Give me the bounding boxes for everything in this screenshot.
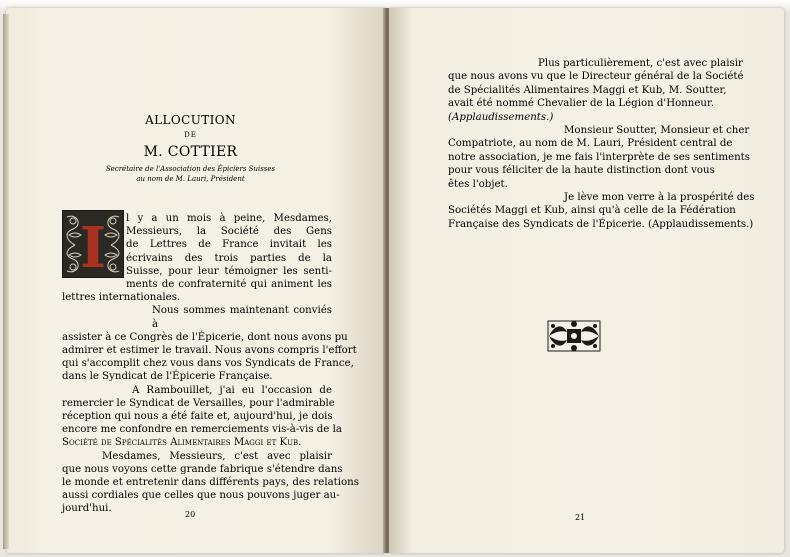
text-line: écrivains des trois parties de la [126,252,332,264]
text-line: remercier le Syndicat de Versailles, pour l'admirable [62,397,335,409]
text-line: assister à ce Congrès de l'Épicerie, dont nous avons pu [62,331,348,343]
text-line: Mesdames, Messieurs, c'est avec plaisir [102,450,332,462]
speaker-role-line2: au nom de M. Lauri, Président [136,175,245,183]
text-line: ments de confraternité qui animent les [126,279,332,291]
text-line: aussi cordiales que celles que nous pouvons juger au- [62,490,340,502]
text-line: Nous sommes maintenant conviés à [152,305,332,330]
text-line: lettres internationales. [62,292,181,304]
left-body-text [62,212,359,516]
floral-ornament-icon [545,318,603,354]
text-line: Sociétés Maggi et Kub, ainsi qu'à celle de la Fédération [448,205,736,217]
drop-cap-letter: I [79,215,107,277]
text-line: Compatriote, au nom de M. Lauri, Président central de [448,138,733,150]
text-line: que nous voyons cette grande fabrique s'étendre dans [62,463,343,475]
text-line: jourd'hui. [62,503,112,515]
text-line: de Spécialités Alimentaires Maggi et Kub, M. Soutter, [448,84,727,96]
speech-title: ALLOCUTION [145,113,236,127]
page-number-left: 20 [185,510,196,519]
text-line: êtes l'objet. [448,178,508,190]
right-body-text [448,57,755,231]
text-line: Je lève mon verre à la prospérité des [564,192,755,204]
text-line: de Lettres de France invitait les [126,239,332,251]
speech-title-de: DE [184,131,197,139]
text-line: pour vous féliciter de la haute distinction dont vous [448,165,715,177]
speaker-name: M. COTTIER [143,144,238,160]
text-line: Messieurs, la Société des Gens [126,226,332,238]
text-line: Société de Spécialités Alimentaires Maggi et Kub. [62,437,302,449]
text-line: Suisse, pour leur témoigner les senti- [126,265,332,277]
text-line: réception qui nous a été faite et, aujourd'hui, je dois [62,411,333,423]
text-line: avait été nommé Chevalier de la Légion d'Honneur. [448,98,714,110]
text-line: Monsieur Soutter, Monsieur et cher [564,125,750,137]
text-line: l y a un mois à peine, Mesdames, [126,213,332,224]
text-line: (Applaudissements.) [448,111,554,123]
text-line: notre association, je me fais l'interprète de ses sentiments [448,151,750,163]
text-line: Française des Syndicats de l'Épicerie. (Applaudissements.) [448,218,754,230]
left-edge-shadow [3,14,9,549]
page-number-right: 21 [575,513,586,522]
text-line: dans le Syndicat de l'Épicerie Française. [62,371,273,383]
text-line: Plus particulièrement, c'est avec plaisir [538,58,743,69]
text-line: qui s'accomplit chez vous dans vos Syndicats de France, [62,358,354,370]
text-line: encore me confondre en remerciements vis-à-vis de la [62,424,342,436]
speaker-role-line1: Secrétaire de l'Association des Épiciers Suisses [105,165,276,173]
text-line: admirer et estimer le travail. Nous avons compris l'effort [62,345,357,357]
text-line: le monde et entretenir dans différents pays, des relations [62,477,359,489]
text-line: A Rambouillet, j'ai eu l'occasion de [132,384,332,396]
text-line: que nous avons vu que le Directeur général de la Société [448,71,744,83]
